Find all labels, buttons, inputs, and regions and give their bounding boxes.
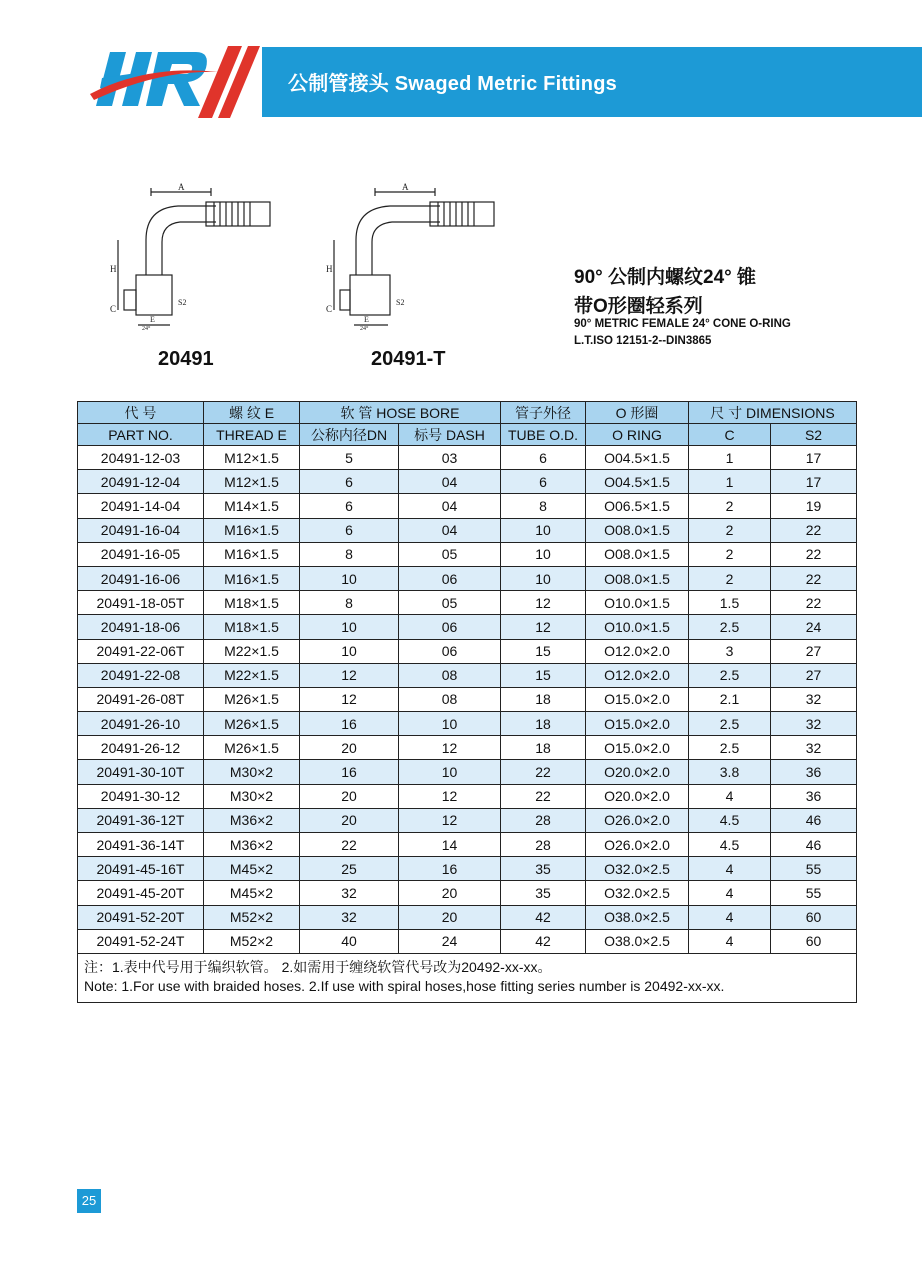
cell-s2: 27 — [771, 663, 857, 687]
table-row — [78, 881, 857, 905]
cell-o-ring: O04.5×1.5 — [586, 446, 689, 470]
table-row — [78, 905, 857, 929]
cell-o-ring: O38.0×2.5 — [586, 905, 689, 929]
cell-part-no: 20491-16-05 — [78, 542, 204, 566]
cell-tube-od: 6 — [501, 470, 586, 494]
table-row — [78, 615, 857, 639]
header-c: C — [689, 424, 771, 446]
cell-dash: 03 — [399, 446, 501, 470]
table-body — [78, 446, 857, 954]
cell-part-no: 20491-36-12T — [78, 808, 204, 832]
cell-o-ring: O32.0×2.5 — [586, 857, 689, 881]
cell-dn: 20 — [300, 736, 399, 760]
model-label-20491-t: 20491-T — [371, 348, 446, 370]
cell-thread: M14×1.5 — [204, 494, 300, 518]
cell-part-no: 20491-45-16T — [78, 857, 204, 881]
cell-dn: 8 — [300, 542, 399, 566]
cell-part-no: 20491-18-05T — [78, 591, 204, 615]
cell-thread: M16×1.5 — [204, 542, 300, 566]
cell-dn: 10 — [300, 566, 399, 590]
cell-dash: 12 — [399, 784, 501, 808]
cell-thread: M16×1.5 — [204, 566, 300, 590]
table-row — [78, 494, 857, 518]
cell-s2: 17 — [771, 446, 857, 470]
table-row — [78, 833, 857, 857]
fitting-drawing-20491 — [96, 180, 286, 330]
cell-o-ring: O26.0×2.0 — [586, 808, 689, 832]
cell-s2: 27 — [771, 639, 857, 663]
cell-dn: 10 — [300, 639, 399, 663]
cell-part-no: 20491-26-10 — [78, 712, 204, 736]
cell-c: 1 — [689, 446, 771, 470]
cell-o-ring: O08.0×1.5 — [586, 518, 689, 542]
cell-part-no: 20491-18-06 — [78, 615, 204, 639]
cell-thread: M30×2 — [204, 760, 300, 784]
page-header — [0, 0, 922, 140]
cell-dash: 12 — [399, 736, 501, 760]
cell-tube-od: 6 — [501, 446, 586, 470]
table-row — [78, 857, 857, 881]
cell-c: 3 — [689, 639, 771, 663]
page-number: 25 — [77, 1189, 101, 1213]
dim-label-s2: S2 — [396, 298, 405, 307]
cell-s2: 46 — [771, 808, 857, 832]
cell-c: 4 — [689, 929, 771, 953]
cell-o-ring: O12.0×2.0 — [586, 663, 689, 687]
cell-c: 4 — [689, 784, 771, 808]
cell-s2: 60 — [771, 929, 857, 953]
table-row — [78, 518, 857, 542]
cell-thread: M18×1.5 — [204, 591, 300, 615]
cell-tube-od: 35 — [501, 881, 586, 905]
dim-label-angle: 24° — [360, 326, 369, 330]
cell-thread: M45×2 — [204, 857, 300, 881]
cell-s2: 36 — [771, 760, 857, 784]
table-row — [78, 712, 857, 736]
cell-c: 2.5 — [689, 663, 771, 687]
cell-o-ring: O10.0×1.5 — [586, 591, 689, 615]
cell-dn: 32 — [300, 905, 399, 929]
dim-label-h: H — [326, 264, 333, 274]
cell-thread: M52×2 — [204, 905, 300, 929]
cell-c: 2.5 — [689, 712, 771, 736]
cell-c: 2.5 — [689, 615, 771, 639]
cell-dash: 04 — [399, 494, 501, 518]
table-row — [78, 639, 857, 663]
cell-c: 2 — [689, 518, 771, 542]
cell-o-ring: O38.0×2.5 — [586, 929, 689, 953]
cell-dash: 05 — [399, 591, 501, 615]
cell-dn: 6 — [300, 470, 399, 494]
cell-dn: 10 — [300, 615, 399, 639]
cell-s2: 60 — [771, 905, 857, 929]
fitting-drawing-20491-t — [320, 180, 510, 330]
cell-thread: M30×2 — [204, 784, 300, 808]
header-tube-od: TUBE O.D. — [501, 424, 586, 446]
cell-s2: 55 — [771, 857, 857, 881]
header-oring-cn: O 形圈 — [586, 402, 689, 424]
cell-thread: M22×1.5 — [204, 663, 300, 687]
cell-o-ring: O15.0×2.0 — [586, 736, 689, 760]
cell-s2: 22 — [771, 542, 857, 566]
cell-part-no: 20491-12-03 — [78, 446, 204, 470]
table-row — [78, 687, 857, 711]
spec-table — [77, 401, 857, 1003]
cell-dn: 6 — [300, 518, 399, 542]
cell-s2: 19 — [771, 494, 857, 518]
cell-o-ring: O08.0×1.5 — [586, 566, 689, 590]
cell-o-ring: O15.0×2.0 — [586, 712, 689, 736]
header-o-ring: O RING — [586, 424, 689, 446]
cell-thread: M12×1.5 — [204, 470, 300, 494]
cell-s2: 36 — [771, 784, 857, 808]
cell-part-no: 20491-26-12 — [78, 736, 204, 760]
header-thread-cn: 螺 纹 E — [204, 402, 300, 424]
cell-dash: 04 — [399, 470, 501, 494]
cell-tube-od: 10 — [501, 518, 586, 542]
cell-dash: 04 — [399, 518, 501, 542]
cell-tube-od: 42 — [501, 929, 586, 953]
cell-thread: M52×2 — [204, 929, 300, 953]
table-note-cell — [78, 953, 857, 1002]
header-hose-bore: 软 管 HOSE BORE — [300, 402, 501, 424]
dim-label-s2: S2 — [178, 298, 187, 307]
cell-c: 2 — [689, 566, 771, 590]
table-row — [78, 929, 857, 953]
cell-dn: 25 — [300, 857, 399, 881]
table-row — [78, 470, 857, 494]
header-dash: 标号 DASH — [399, 424, 501, 446]
cell-c: 4 — [689, 857, 771, 881]
dim-label-a: A — [178, 182, 185, 192]
table-note-row — [78, 953, 857, 1002]
cell-dash: 10 — [399, 712, 501, 736]
dim-label-angle: 24° — [142, 326, 151, 330]
model-label-20491: 20491 — [158, 348, 214, 370]
cell-s2: 32 — [771, 687, 857, 711]
company-logo — [88, 34, 288, 124]
cell-dn: 6 — [300, 494, 399, 518]
cell-part-no: 20491-52-24T — [78, 929, 204, 953]
cell-tube-od: 12 — [501, 615, 586, 639]
header-s2: S2 — [771, 424, 857, 446]
header-dn: 公称内径DN — [300, 424, 399, 446]
header-thread-e: THREAD E — [204, 424, 300, 446]
cell-s2: 22 — [771, 591, 857, 615]
header-tube-cn: 管子外径 — [501, 402, 586, 424]
description-en-line2: L.T.ISO 12151-2--DIN3865 — [574, 335, 712, 347]
cell-dn: 8 — [300, 591, 399, 615]
dim-label-h: H — [110, 264, 117, 274]
cell-thread: M12×1.5 — [204, 446, 300, 470]
cell-s2: 46 — [771, 833, 857, 857]
cell-c: 2 — [689, 494, 771, 518]
header-part-no: PART NO. — [78, 424, 204, 446]
description-en-line1: 90° METRIC FEMALE 24° CONE O-RING — [574, 318, 791, 330]
cell-tube-od: 10 — [501, 542, 586, 566]
cell-thread: M22×1.5 — [204, 639, 300, 663]
cell-part-no: 20491-12-04 — [78, 470, 204, 494]
cell-dn: 16 — [300, 712, 399, 736]
cell-o-ring: O04.5×1.5 — [586, 470, 689, 494]
cell-dash: 10 — [399, 760, 501, 784]
table-row — [78, 591, 857, 615]
cell-tube-od: 42 — [501, 905, 586, 929]
cell-o-ring: O32.0×2.5 — [586, 881, 689, 905]
cell-c: 2 — [689, 542, 771, 566]
cell-o-ring: O10.0×1.5 — [586, 615, 689, 639]
cell-dash: 24 — [399, 929, 501, 953]
cell-s2: 22 — [771, 566, 857, 590]
table-row — [78, 566, 857, 590]
cell-part-no: 20491-30-10T — [78, 760, 204, 784]
description-cn-line2: 带O形圈轻系列 — [574, 296, 703, 317]
cell-tube-od: 10 — [501, 566, 586, 590]
cell-dash: 06 — [399, 566, 501, 590]
cell-dash: 08 — [399, 663, 501, 687]
cell-dash: 14 — [399, 833, 501, 857]
cell-c: 2.5 — [689, 736, 771, 760]
cell-s2: 17 — [771, 470, 857, 494]
cell-part-no: 20491-36-14T — [78, 833, 204, 857]
cell-tube-od: 8 — [501, 494, 586, 518]
dim-label-c: C — [110, 304, 117, 314]
cell-thread: M18×1.5 — [204, 615, 300, 639]
cell-c: 4 — [689, 905, 771, 929]
cell-c: 2.1 — [689, 687, 771, 711]
table-row — [78, 784, 857, 808]
dim-label-e: E — [364, 315, 369, 324]
cell-dn: 22 — [300, 833, 399, 857]
cell-o-ring: O15.0×2.0 — [586, 687, 689, 711]
cell-thread: M26×1.5 — [204, 736, 300, 760]
cell-thread: M26×1.5 — [204, 687, 300, 711]
cell-s2: 22 — [771, 518, 857, 542]
cell-dash: 06 — [399, 639, 501, 663]
cell-s2: 24 — [771, 615, 857, 639]
table-row — [78, 808, 857, 832]
cell-tube-od: 35 — [501, 857, 586, 881]
cell-part-no: 20491-16-04 — [78, 518, 204, 542]
header-title: 公制管接头 Swaged Metric Fittings — [288, 73, 617, 95]
note-cn: 注：1.表中代号用于编织软管。 2.如需用于缠绕软管代号改为20492-xx-xx。 — [84, 958, 552, 975]
cell-part-no: 20491-16-06 — [78, 566, 204, 590]
table-header-row-1 — [78, 402, 857, 424]
cell-part-no: 20491-30-12 — [78, 784, 204, 808]
cell-c: 1.5 — [689, 591, 771, 615]
table-header-row-2 — [78, 424, 857, 446]
cell-part-no: 20491-22-06T — [78, 639, 204, 663]
cell-o-ring: O20.0×2.0 — [586, 760, 689, 784]
cell-tube-od: 15 — [501, 663, 586, 687]
cell-dn: 16 — [300, 760, 399, 784]
description-cn-line1: 90° 公制内螺纹24° 锥 — [574, 267, 757, 288]
table-row — [78, 663, 857, 687]
cell-tube-od: 18 — [501, 712, 586, 736]
cell-o-ring: O12.0×2.0 — [586, 639, 689, 663]
cell-dn: 20 — [300, 784, 399, 808]
header-part-cn: 代 号 — [78, 402, 204, 424]
cell-dn: 32 — [300, 881, 399, 905]
header-dimensions: 尺 寸 DIMENSIONS — [689, 402, 857, 424]
cell-s2: 55 — [771, 881, 857, 905]
table-row — [78, 542, 857, 566]
cell-o-ring: O06.5×1.5 — [586, 494, 689, 518]
cell-dash: 08 — [399, 687, 501, 711]
cell-o-ring: O26.0×2.0 — [586, 833, 689, 857]
cell-thread: M36×2 — [204, 808, 300, 832]
table-row — [78, 736, 857, 760]
dim-label-e: E — [150, 315, 155, 324]
cell-tube-od: 22 — [501, 784, 586, 808]
dim-label-c: C — [326, 304, 333, 314]
cell-dn: 5 — [300, 446, 399, 470]
table-row — [78, 760, 857, 784]
cell-c: 4.5 — [689, 833, 771, 857]
cell-tube-od: 18 — [501, 687, 586, 711]
cell-s2: 32 — [771, 712, 857, 736]
table-row — [78, 446, 857, 470]
cell-thread: M45×2 — [204, 881, 300, 905]
cell-thread: M36×2 — [204, 833, 300, 857]
cell-dn: 12 — [300, 663, 399, 687]
cell-o-ring: O08.0×1.5 — [586, 542, 689, 566]
cell-tube-od: 12 — [501, 591, 586, 615]
cell-tube-od: 22 — [501, 760, 586, 784]
cell-thread: M16×1.5 — [204, 518, 300, 542]
cell-thread: M26×1.5 — [204, 712, 300, 736]
cell-o-ring: O20.0×2.0 — [586, 784, 689, 808]
cell-c: 4.5 — [689, 808, 771, 832]
cell-dash: 20 — [399, 881, 501, 905]
cell-c: 3.8 — [689, 760, 771, 784]
cell-tube-od: 18 — [501, 736, 586, 760]
cell-part-no: 20491-14-04 — [78, 494, 204, 518]
cell-dash: 05 — [399, 542, 501, 566]
cell-c: 4 — [689, 881, 771, 905]
cell-part-no: 20491-45-20T — [78, 881, 204, 905]
cell-tube-od: 15 — [501, 639, 586, 663]
cell-dn: 20 — [300, 808, 399, 832]
cell-dash: 16 — [399, 857, 501, 881]
cell-dn: 40 — [300, 929, 399, 953]
cell-part-no: 20491-22-08 — [78, 663, 204, 687]
cell-tube-od: 28 — [501, 833, 586, 857]
cell-s2: 32 — [771, 736, 857, 760]
cell-dash: 06 — [399, 615, 501, 639]
note-en: Note: 1.For use with braided hoses. 2.If use with spiral hoses,hose fitting series number is 20492-xx-xx. — [84, 977, 725, 994]
cell-tube-od: 28 — [501, 808, 586, 832]
dim-label-a: A — [402, 182, 409, 192]
cell-dn: 12 — [300, 687, 399, 711]
cell-part-no: 20491-26-08T — [78, 687, 204, 711]
cell-dash: 20 — [399, 905, 501, 929]
cell-c: 1 — [689, 470, 771, 494]
cell-part-no: 20491-52-20T — [78, 905, 204, 929]
cell-dash: 12 — [399, 808, 501, 832]
